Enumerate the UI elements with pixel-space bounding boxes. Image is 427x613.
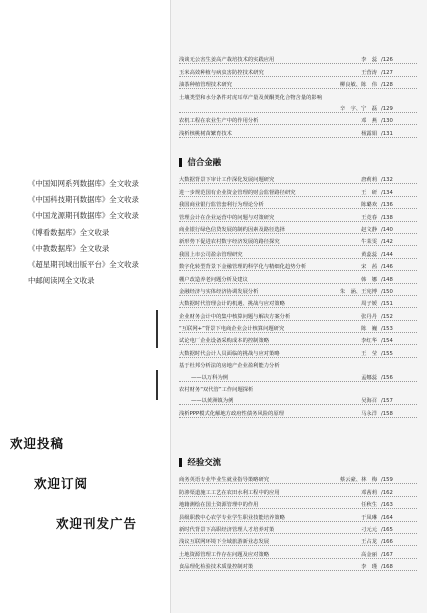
article-author: 李红华	[361, 338, 377, 345]
article-author: 赵文静	[361, 226, 377, 233]
article-title: 浅议互联网环境下全域旅游新业态发展	[179, 539, 270, 546]
article-title: 农村财务“双代管”工作问题探析	[179, 387, 254, 394]
toc-entry[interactable]	[179, 101, 417, 113]
article-page: /129	[381, 105, 393, 112]
article-author: 李 瑾	[361, 564, 377, 571]
article-title: ——以黄洲镇为例	[191, 398, 234, 405]
article-title: 地籍测绘在国土资源管理中的作用	[179, 502, 259, 509]
toc-entry[interactable]	[179, 184, 417, 196]
section-title: 经验交流	[187, 457, 221, 467]
toc-entry[interactable]	[179, 113, 417, 125]
article-title: 试论电厂企业设备采购成本的控制策略	[179, 338, 270, 345]
toc-entry[interactable]	[179, 197, 417, 209]
article-page: /155	[381, 350, 393, 357]
article-author: 朱 涵、王宪博	[339, 288, 377, 295]
article-author: 孟娜蕊	[361, 374, 377, 381]
toc-entry[interactable]	[179, 484, 417, 496]
database-item: 《博看数据库》全文收录	[28, 227, 110, 237]
article-page: /134	[381, 189, 393, 196]
article-author: 邓茜莉	[361, 489, 377, 496]
article-page: /126	[381, 57, 393, 64]
article-title: 管理会计在企业运营中的问题与对策研究	[179, 214, 275, 221]
toc-entry[interactable]	[179, 64, 417, 76]
section-heading-finance	[179, 156, 221, 168]
article-title: “互联网+”背景下电商企业会计核算问题研究	[179, 326, 285, 333]
toc-entry[interactable]	[179, 89, 417, 100]
toc-entry[interactable]	[179, 246, 417, 258]
database-item: 《超星期刊域出版平台》全文收录	[28, 260, 139, 270]
toc-entry[interactable]	[179, 125, 417, 137]
toc-entry[interactable]	[179, 497, 417, 509]
article-author: 黄蕊蕊	[361, 251, 377, 258]
toc-entry[interactable]	[179, 333, 417, 345]
toc-entry[interactable]	[179, 77, 417, 89]
article-title: 新形势下促进农村数字经济发展的路径探究	[179, 239, 280, 246]
article-title: 防渗渠道施工工艺在农田水利工程中的应用	[179, 489, 280, 496]
toc-entry[interactable]	[179, 308, 417, 320]
article-author: 王营涛	[361, 69, 377, 76]
article-page: /164	[381, 514, 393, 521]
article-page: /142	[381, 239, 393, 246]
toc-top-list	[179, 52, 417, 138]
article-title: 土地资源管理工作存在问题及应对策略	[179, 551, 270, 558]
article-page: /150	[381, 288, 393, 295]
toc-entry[interactable]	[179, 234, 417, 246]
article-title: 大数据时代会计人员面临的挑战与应对策略	[179, 350, 280, 357]
article-author: 杨露娟	[361, 130, 377, 137]
article-title: 浅析PPP模式化解地方政府性债务风险的原理	[179, 410, 284, 417]
toc-exchange-list	[179, 472, 417, 571]
article-page: /162	[381, 489, 393, 496]
article-author: 王 研	[361, 189, 377, 196]
article-title: 浅谈无公害生姜高产栽培技术的实践应用	[179, 57, 275, 64]
article-page: /131	[381, 130, 393, 137]
article-author: 牛茉雯	[361, 239, 377, 246]
article-author: 韩 娜	[361, 276, 377, 283]
article-author: 王竞春	[361, 214, 377, 221]
toc-entry[interactable]	[179, 382, 417, 393]
article-author: 张丹丹	[361, 313, 377, 320]
database-item: 《中国科技期刊数据库》全文收录	[28, 195, 139, 205]
section-marker	[179, 458, 182, 467]
article-title: 我国商业银行监管套利行为理论分析	[179, 202, 264, 209]
toc-entry[interactable]	[179, 509, 417, 521]
toc-entry[interactable]	[179, 271, 417, 283]
database-item: 《中教数据库》全文收录	[28, 243, 110, 253]
article-title: 浅析核桃树苗繁育技术	[179, 130, 232, 137]
article-author: 马永洋	[361, 410, 377, 417]
article-title: 县级职教中心农学专业学生职业技能培养策略	[179, 514, 285, 521]
article-page: /168	[381, 564, 393, 571]
article-title: 新时代背景下高职经济管理人才培养对策	[179, 526, 275, 533]
divider-tick	[156, 370, 158, 400]
article-title: 我国上市公司盈余管理研究	[179, 251, 243, 258]
article-page: /152	[381, 313, 393, 320]
article-author: 周子媛	[361, 301, 377, 308]
article-author: 刁元元	[361, 526, 377, 533]
article-author: 王占龙	[361, 539, 377, 546]
article-page: /128	[381, 82, 393, 89]
article-title: 金融经济与实体经济协调发展分析	[179, 288, 259, 295]
article-title: 农机工程在农业生产中的作用分析	[179, 118, 259, 125]
toc-entry[interactable]	[179, 358, 417, 369]
article-page: /158	[381, 410, 393, 417]
article-author: 邓 燕	[361, 118, 377, 125]
article-title: 商务英语专业毕业生就业指导策略研究	[179, 477, 270, 484]
article-author: 宋 茜	[361, 264, 377, 271]
article-title: 企业财务会计中的集中核算问题与解决方案分析	[179, 313, 291, 320]
toc-entry[interactable]	[179, 296, 417, 308]
article-page: /146	[381, 264, 393, 271]
toc-entry[interactable]	[179, 284, 417, 296]
toc-entry[interactable]	[179, 222, 417, 234]
article-author: 唐莉莉	[361, 177, 377, 184]
toc-entry[interactable]	[179, 472, 417, 484]
article-page: /127	[381, 69, 393, 76]
article-title: 进一步规范国有企业资金管理的财会监督路径研究	[179, 189, 296, 196]
article-author: 陈璐欢	[361, 202, 377, 209]
article-title: ——以万科为例	[191, 374, 229, 381]
article-page: /130	[381, 118, 393, 125]
article-title: 数字化转型背景下金融管理的科学化与精细化趋势分析	[179, 264, 307, 271]
article-author: 柳良敏、陈 伟	[339, 82, 377, 89]
toc-entry[interactable]	[179, 52, 417, 64]
article-author: 高金丽	[361, 551, 377, 558]
article-title: 基于杜邦分析法的房地产企业盈利能力分析	[179, 363, 280, 370]
section-heading-exchange	[179, 456, 221, 468]
slogan-submit: 欢迎投稿	[10, 436, 65, 451]
database-item: 《中国知网系列数据库》全文收录	[28, 179, 139, 188]
divider-tick	[156, 310, 158, 348]
article-author: 辛 宇、宁 磊	[339, 105, 377, 112]
toc-entry[interactable]	[179, 369, 417, 381]
article-page: /151	[381, 301, 393, 308]
article-author: 陈 巍	[361, 326, 377, 333]
article-page: /144	[381, 251, 393, 258]
toc-entry[interactable]	[179, 405, 417, 417]
article-page: /165	[381, 526, 393, 533]
article-title: 食品理化检验技术质量控制对策	[179, 564, 254, 571]
article-title: 大数据背景下审计工作深化发展问题研究	[179, 177, 275, 184]
toc-entry[interactable]	[179, 172, 417, 184]
article-page: /159	[381, 477, 393, 484]
left-panel	[0, 0, 170, 613]
slogan-advertise: 欢迎刊发广告	[56, 516, 138, 531]
article-title: 油茶种植管理技术研究	[179, 82, 232, 89]
article-page: /138	[381, 214, 393, 221]
toc-entry[interactable]	[179, 559, 417, 571]
slogan-subscribe: 欢迎订阅	[34, 476, 89, 491]
toc-entry[interactable]	[179, 259, 417, 271]
article-page: /167	[381, 551, 393, 558]
article-page: /136	[381, 202, 393, 209]
toc-entry[interactable]	[179, 546, 417, 558]
article-page: /132	[381, 177, 393, 184]
toc-entry[interactable]	[179, 534, 417, 546]
article-page: /148	[381, 276, 393, 283]
database-item: 《中国龙源期刊数据库》全文收录	[28, 211, 139, 221]
section-marker	[179, 158, 182, 167]
article-title: 商业银行绿色信贷发展的制约因素及路径选择	[179, 226, 285, 233]
toc-entry[interactable]	[179, 209, 417, 221]
article-page: /154	[381, 338, 393, 345]
article-author: 于凤琳	[361, 514, 377, 521]
article-page: /140	[381, 226, 393, 233]
database-list	[28, 176, 168, 289]
article-author: 蔡云豪、林 梅	[339, 477, 377, 484]
article-author: 任秋生	[361, 502, 377, 509]
article-page: /163	[381, 502, 393, 509]
article-title: 大数据时代管理会计的机遇、挑战与应对策略	[179, 301, 285, 308]
toc-entry[interactable]	[179, 522, 417, 534]
database-item: 中邮阅读网全文收录	[28, 276, 95, 286]
toc-entry[interactable]	[179, 393, 417, 405]
article-page: /153	[381, 326, 393, 333]
toc-finance-list	[179, 172, 417, 418]
article-title: 土壤类型和水分条件对虎耳草产量及黄酮类化合物含量的影响	[179, 94, 323, 101]
section-title: 信合金融	[187, 157, 221, 167]
article-title: 玉米高效种植与病虫害防控技术研究	[179, 69, 264, 76]
toc-entry[interactable]	[179, 345, 417, 357]
toc-entry[interactable]	[179, 321, 417, 333]
article-page: /166	[381, 539, 393, 546]
article-page: /156	[381, 374, 393, 381]
article-author: 王 莹	[361, 350, 377, 357]
article-author: 吴海召	[361, 398, 377, 405]
article-author: 李 蕊	[361, 57, 377, 64]
article-title: 棚户改造养老问题分析及建议	[179, 276, 248, 283]
article-page: /157	[381, 398, 393, 405]
